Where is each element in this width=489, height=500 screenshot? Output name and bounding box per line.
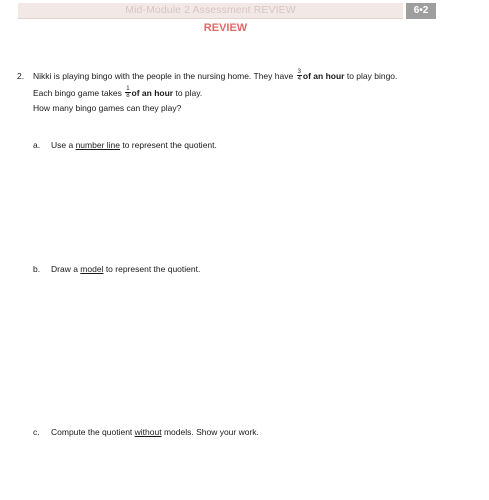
part-b-instruction	[51, 264, 200, 274]
part-c-underline: without	[134, 427, 162, 437]
part-a-letter: a.	[33, 140, 41, 150]
question-line-3: How many bingo games can they play?	[33, 103, 182, 113]
question-line-1	[33, 70, 397, 83]
question-line-2-bold: of an hour	[131, 87, 174, 98]
part-c-post: models. Show your work.	[161, 427, 259, 437]
header-title: Mid-Module 2 Assessment REVIEW	[125, 4, 296, 16]
page-subtitle: REVIEW	[203, 22, 248, 34]
part-c-instruction	[51, 427, 259, 437]
fraction-denominator: 4	[297, 76, 301, 82]
question-line-2	[33, 87, 202, 100]
part-a-underline: number line	[75, 140, 120, 150]
part-a-instruction	[51, 140, 217, 150]
fraction-numerator: 3	[297, 69, 301, 75]
part-b-underline: model	[80, 264, 104, 274]
part-c-pre: Compute the quotient	[51, 427, 135, 437]
question-line-2-end: to play.	[173, 87, 203, 98]
part-c-letter: c.	[33, 427, 40, 437]
fraction-three-fourths	[297, 69, 302, 82]
part-a-pre: Use a	[51, 140, 76, 150]
header-bar	[18, 3, 403, 19]
fraction-numerator: 1	[126, 86, 130, 92]
question-line-1-end: to play bingo.	[344, 70, 398, 81]
question-line-1-text: Nikki is playing bingo with the people in the nursing home. They have	[33, 70, 296, 81]
question-number: 2.	[17, 71, 25, 81]
part-a-post: to represent the quotient.	[120, 140, 217, 150]
fraction-denominator: 8	[126, 93, 130, 99]
part-b-post: to represent the quotient.	[103, 264, 201, 274]
module-badge: 6•2	[406, 3, 436, 19]
question-line-1-bold: of an hour	[302, 70, 345, 81]
part-b-letter: b.	[33, 264, 41, 274]
question-line-2-text: Each bingo game takes	[33, 87, 125, 98]
part-b-pre: Draw a	[51, 264, 81, 274]
fraction-one-eighth	[125, 86, 130, 99]
